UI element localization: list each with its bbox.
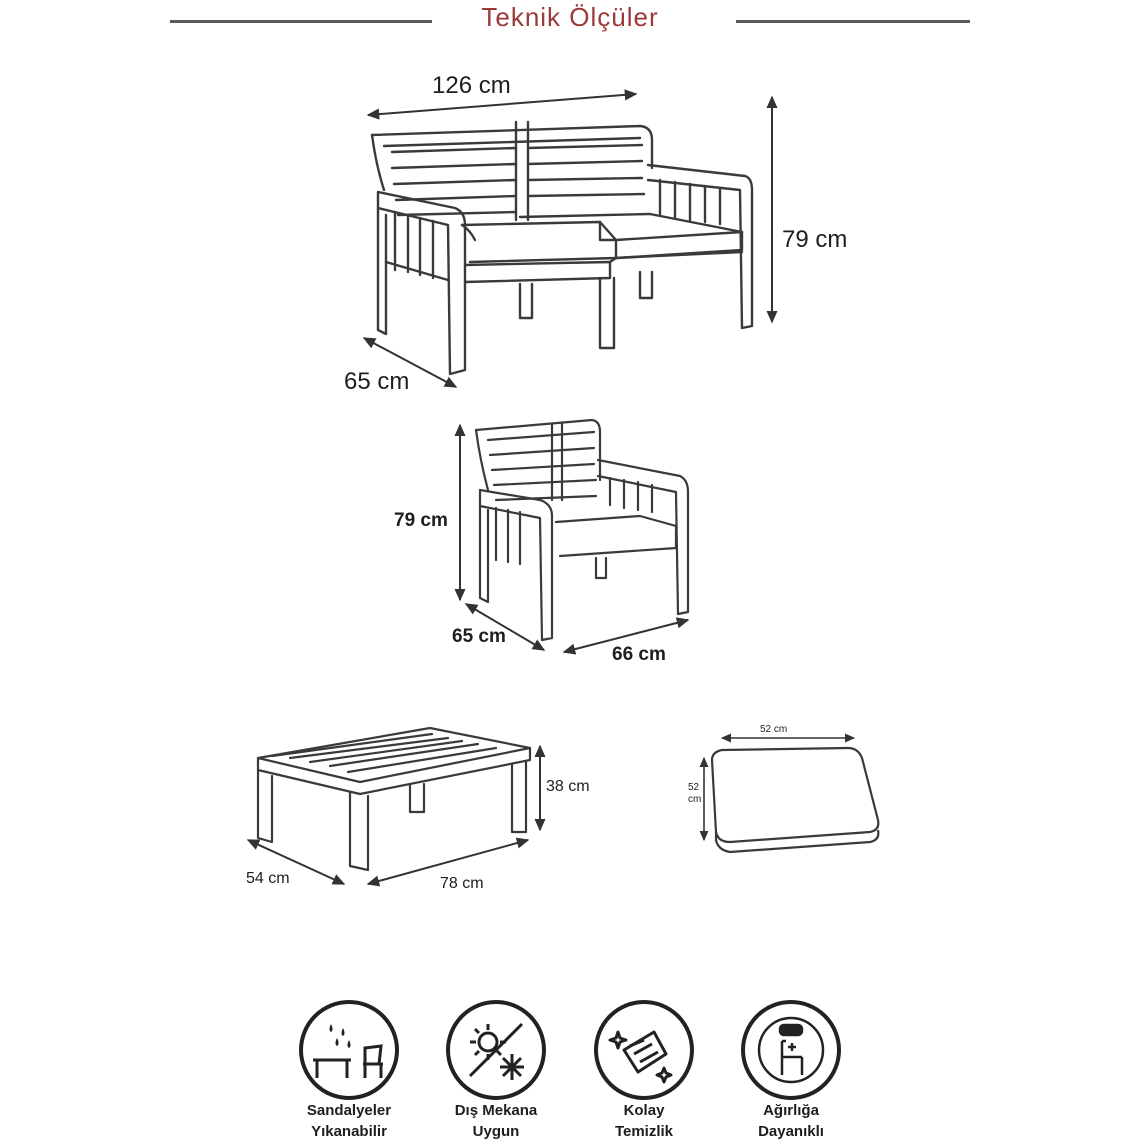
table-width-label: 78 cm [440, 875, 484, 892]
cushion-depth-label-num: 52 [688, 782, 700, 793]
feature-label-outdoor: Dış Mekana Uygun [454, 1102, 538, 1140]
sofa-depth-label: 65 cm [344, 368, 410, 395]
sofa-height-label: 79 cm [782, 226, 848, 253]
outdoor-weather-icon [456, 1010, 536, 1090]
page-title: Teknik Ölçüler [481, 2, 659, 32]
feature-label-washable: Sandalyeler Yıkanabilir [306, 1102, 392, 1140]
armchair-depth-label: 65 cm [452, 626, 506, 647]
easy-clean-icon [604, 1010, 684, 1090]
table-height-label: 38 cm [546, 778, 590, 795]
washable-furniture-icon [309, 1020, 389, 1080]
cushion-width-label: 52 cm [760, 724, 788, 735]
armchair-height-label: 79 cm [394, 510, 448, 531]
feature-label-easy-clean: Kolay Temizlik [614, 1102, 674, 1140]
cushion-depth-label-unit: cm [688, 794, 702, 805]
table-depth-label: 54 cm [246, 870, 290, 887]
feature-label-weight-durable: Ağırlığa Dayanıklı [758, 1102, 824, 1140]
weight-durable-chair-icon [746, 1005, 836, 1095]
sofa-width-label: 126 cm [432, 72, 511, 99]
armchair-width-label: 66 cm [612, 644, 666, 665]
